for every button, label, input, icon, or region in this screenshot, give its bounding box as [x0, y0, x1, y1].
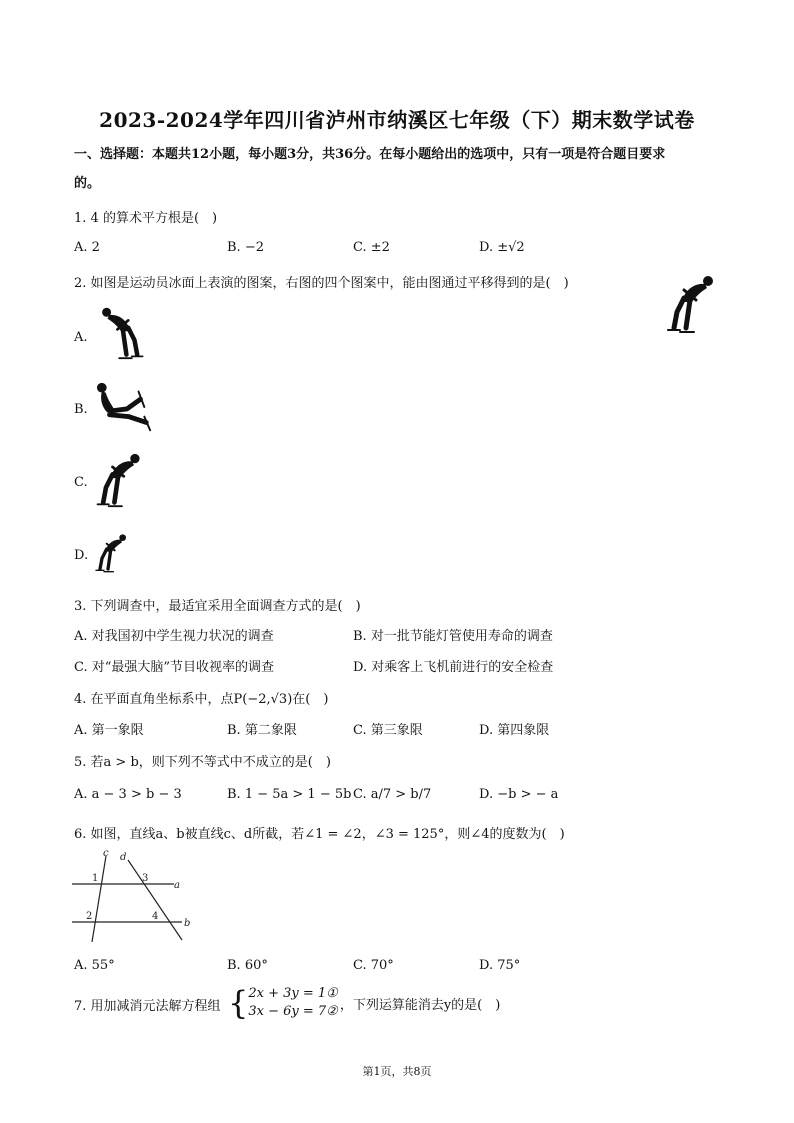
q7-equation-1: 2x + 3y = 1① [248, 986, 338, 1001]
q7-equation-system [228, 985, 500, 1021]
q2-option-c-label: C. [74, 475, 88, 490]
q7-equation-2: 3x − 6y = 7② [248, 1004, 338, 1019]
q3-option-a: A. 对我国初中学生视力状况的调查 [74, 629, 274, 644]
question-3-stem: 3. 下列调查中，最适宜采用全面调查方式的是( ) [74, 599, 361, 614]
q1-option-d: D. ±√2 [479, 240, 525, 255]
question-6-stem: 6. 如图，直线a、b被直线c、d所截，若∠1 = ∠2，∠3 = 125°，则∠4的度数为( ) [74, 827, 565, 842]
q4-option-c: C. 第三象限 [353, 723, 423, 738]
section-header [74, 140, 724, 198]
question-2-stem: 2. 如图是运动员冰面上表演的图案，右图的四个图案中，能由图通过平移得到的是( ) [74, 276, 569, 291]
label-a: a [174, 880, 180, 891]
label-b: b [184, 918, 191, 929]
q3-option-d: D. 对乘客上飞机前进行的安全检查 [353, 660, 554, 675]
q2-option-a-skater-figure [94, 302, 148, 364]
q6-option-c: C. 70° [353, 958, 394, 973]
section-header-line1: 一、选择题：本题共12小题，每小题3分，共36分。在每小题给出的选项中，只有一项是符合题目要求 [74, 147, 666, 162]
angle-2-label: 2 [86, 911, 93, 922]
q2-option-d-label: D. [74, 548, 89, 563]
label-c: c [103, 848, 109, 859]
q1-option-a: A. 2 [74, 240, 100, 255]
question-1-stem: 1. 4 的算术平方根是( ) [74, 211, 218, 226]
question-7-stem-suffix: ，下列运算能消去y的是( ) [339, 997, 501, 1013]
q3-option-c: C. 对“最强大脑”节目收视率的调查 [74, 660, 275, 675]
page-title: 2023-2024学年四川省泸州市纳溪区七年级（下）期末数学试卷 [99, 108, 695, 132]
q1-option-b: B. −2 [227, 240, 264, 255]
q2-option-b-skater-figure [94, 378, 156, 436]
q2-option-c-skater-figure [92, 448, 148, 512]
q6-option-a: A. 55° [74, 958, 115, 973]
q1-option-c: C. ±2 [353, 240, 390, 255]
q4-option-a: A. 第一象限 [74, 723, 144, 738]
angle-4-label: 4 [152, 911, 159, 922]
question-5-stem: 5. 若a > b，则下列不等式中不成立的是( ) [74, 755, 331, 770]
section-header-line2: 的。 [74, 176, 101, 191]
angle-3-label: 3 [142, 873, 149, 884]
q5-option-d: D. −b > − a [479, 787, 559, 802]
q5-option-c: C. a/7 > b/7 [353, 787, 432, 802]
question-7-stem-prefix: 7. 用加减消元法解方程组 [74, 999, 221, 1014]
q6-option-d: D. 75° [479, 958, 521, 973]
question-4-stem: 4. 在平面直角坐标系中，点P(−2,√3)在( ) [74, 692, 329, 707]
angle-1-label: 1 [92, 873, 99, 884]
q2-option-a-label: A. [74, 330, 88, 345]
line-d [128, 860, 182, 940]
label-d: d [120, 852, 127, 863]
q6-lines-figure [70, 848, 196, 944]
q6-option-b: B. 60° [227, 958, 268, 973]
brace-icon: { [228, 984, 249, 1022]
reference-skater-figure [662, 272, 722, 336]
q4-option-d: D. 第四象限 [479, 723, 550, 738]
line-c [92, 856, 106, 942]
q2-option-d-skater-figure [92, 530, 132, 576]
q4-option-b: B. 第二象限 [227, 723, 297, 738]
q5-option-a: A. a − 3 > b − 3 [74, 787, 182, 802]
page-footer: 第1页，共8页 [362, 1065, 432, 1078]
q3-option-b: B. 对一批节能灯管使用寿命的调查 [353, 629, 553, 644]
q5-option-b: B. 1 − 5a > 1 − 5b [227, 787, 352, 802]
q2-option-b-label: B. [74, 402, 88, 417]
